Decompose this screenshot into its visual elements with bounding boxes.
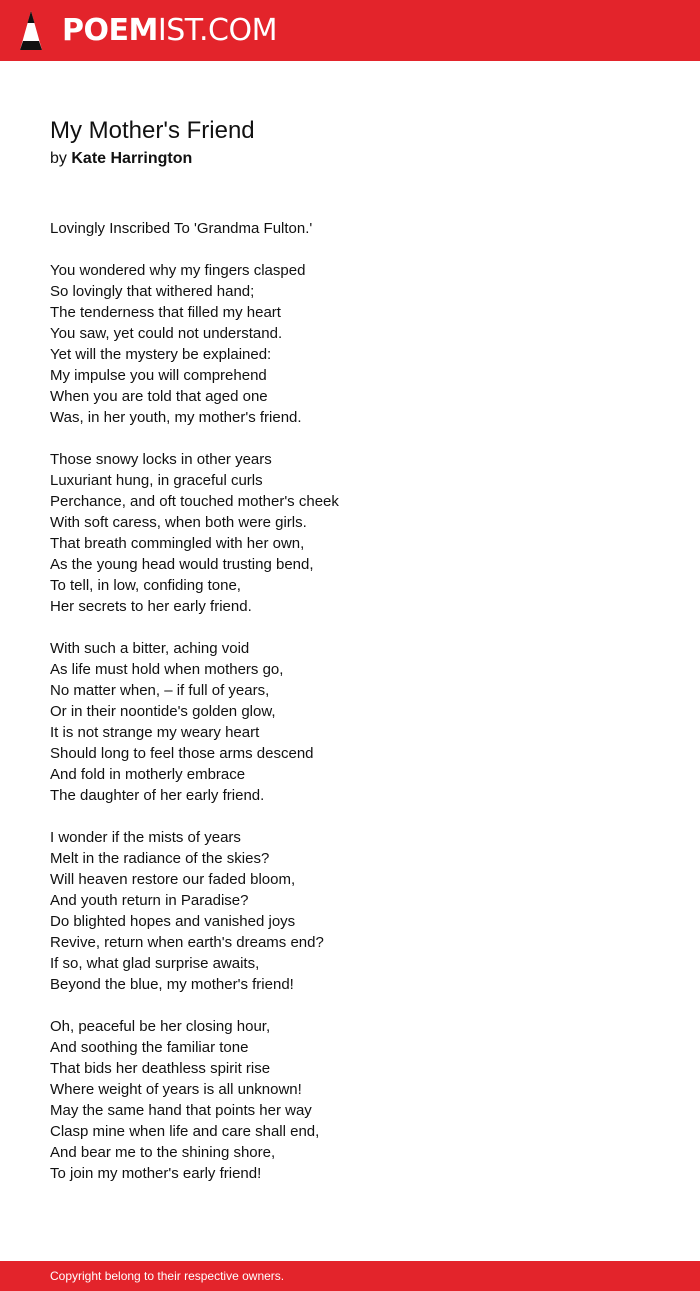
poem-line: Clasp mine when life and care shall end,	[50, 1123, 320, 1140]
poem-line: To tell, in low, confiding tone,	[50, 577, 241, 594]
author-name: Kate Harrington	[71, 150, 193, 167]
poem-dedication: Lovingly Inscribed To 'Grandma Fulton.'	[50, 220, 313, 237]
poem-line: When you are told that aged one	[50, 388, 268, 405]
poem-line: If so, what glad surprise awaits,	[50, 955, 260, 972]
poem-line: Oh, peaceful be her closing hour,	[50, 1018, 271, 1035]
poem-stanza	[50, 449, 650, 617]
logo-bold-text: POEM	[62, 12, 158, 48]
poem-body	[50, 218, 650, 1205]
poem-line: That breath commingled with her own,	[50, 535, 305, 552]
poem-line: Melt in the radiance of the skies?	[50, 850, 270, 867]
poem-stanzas	[50, 260, 650, 1184]
poem-stanza	[50, 260, 650, 428]
poem-dedication-block	[50, 218, 650, 239]
poem-title: My Mother's Friend	[50, 117, 255, 144]
poem-line: So lovingly that withered hand;	[50, 283, 255, 300]
poem-line: No matter when, – if full of years,	[50, 682, 270, 699]
poem-line: And bear me to the shining shore,	[50, 1144, 276, 1161]
site-footer	[0, 1261, 700, 1291]
poem-line: You wondered why my fingers clasped	[50, 262, 306, 279]
poem-line: You saw, yet could not understand.	[50, 325, 283, 342]
poem-stanza	[50, 1016, 650, 1184]
poem-byline	[50, 148, 192, 170]
by-prefix: by	[50, 150, 67, 167]
poem-line: Luxuriant hung, in graceful curls	[50, 472, 263, 489]
poem-line: And fold in motherly embrace	[50, 766, 246, 783]
poem-line: With such a bitter, aching void	[50, 640, 250, 657]
site-header	[0, 0, 700, 61]
poem-line: And soothing the familiar tone	[50, 1039, 249, 1056]
poem-line: Or in their noontide's golden glow,	[50, 703, 276, 720]
poem-line: Where weight of years is all unknown!	[50, 1081, 302, 1098]
poem-stanza	[50, 827, 650, 995]
copyright-notice: Copyright belong to their respective owners.	[50, 1269, 285, 1283]
poem-line: Those snowy locks in other years	[50, 451, 272, 468]
poem-line: And youth return in Paradise?	[50, 892, 249, 909]
poem-line: Do blighted hopes and vanished joys	[50, 913, 296, 930]
site-logo[interactable]	[62, 12, 277, 48]
poem-line: That bids her deathless spirit rise	[50, 1060, 271, 1077]
poem-line: I wonder if the mists of years	[50, 829, 241, 846]
pencil-tip-icon[interactable]	[18, 10, 44, 52]
poem-line: May the same hand that points her way	[50, 1102, 312, 1119]
poem-line: Perchance, and oft touched mother's cheek	[50, 493, 339, 510]
poem-line: To join my mother's early friend!	[50, 1165, 262, 1182]
poem-line: As life must hold when mothers go,	[50, 661, 284, 678]
poem-line: The daughter of her early friend.	[50, 787, 265, 804]
poem-line: Her secrets to her early friend.	[50, 598, 252, 615]
poem-line: My impulse you will comprehend	[50, 367, 267, 384]
poem-stanza	[50, 638, 650, 806]
poem-line: The tenderness that filled my heart	[50, 304, 281, 321]
poem-line: Was, in her youth, my mother's friend.	[50, 409, 302, 426]
logo-light-text: IST.COM	[157, 12, 277, 48]
poem-line: Beyond the blue, my mother's friend!	[50, 976, 294, 993]
poem-line: Revive, return when earth's dreams end?	[50, 934, 324, 951]
poem-line: Should long to feel those arms descend	[50, 745, 314, 762]
poem-line: As the young head would trusting bend,	[50, 556, 314, 573]
poem-line: Will heaven restore our faded bloom,	[50, 871, 296, 888]
poem-line: Yet will the mystery be explained:	[50, 346, 272, 363]
poem-line: It is not strange my weary heart	[50, 724, 260, 741]
poem-line: With soft caress, when both were girls.	[50, 514, 307, 531]
